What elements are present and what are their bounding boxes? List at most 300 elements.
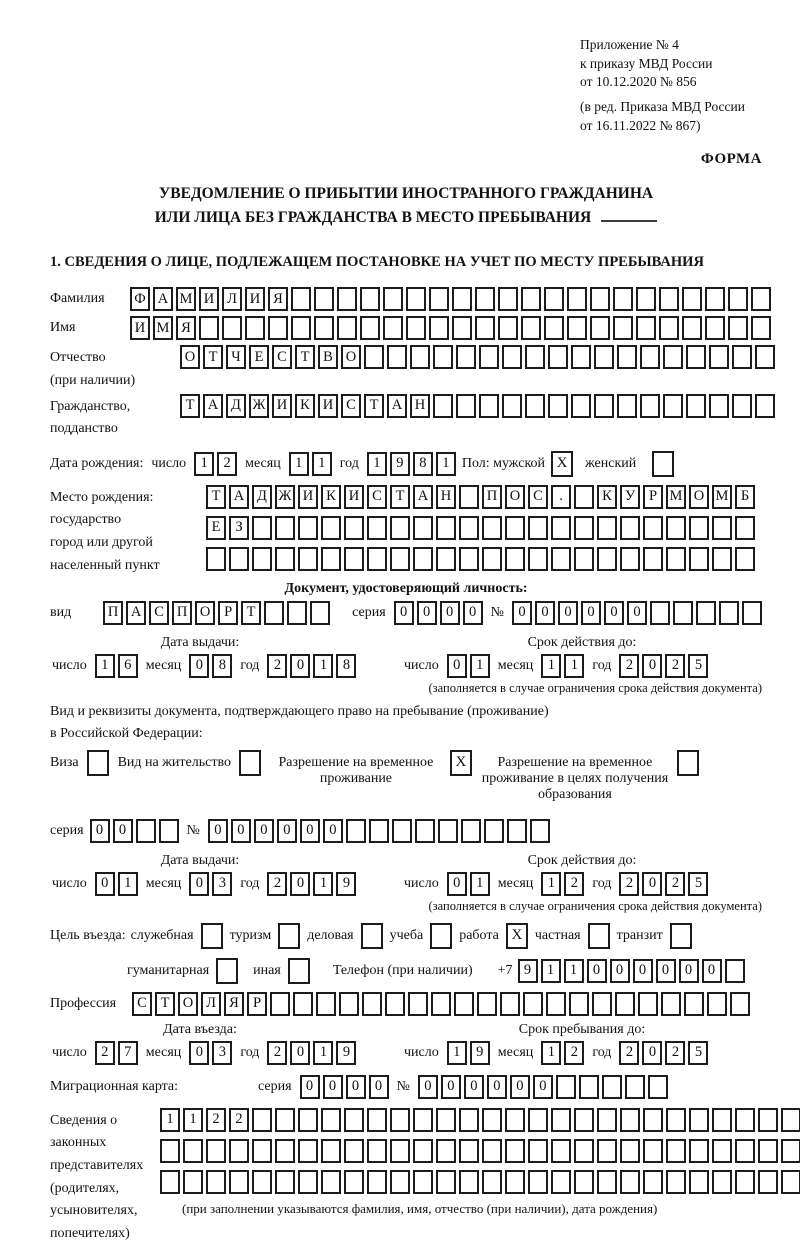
char-box[interactable] (310, 601, 330, 625)
char-box[interactable] (620, 1108, 640, 1132)
char-box[interactable]: О (505, 485, 525, 509)
char-box[interactable] (406, 316, 426, 340)
char-box[interactable]: И (199, 287, 219, 311)
char-box[interactable] (459, 485, 479, 509)
char-box[interactable] (544, 316, 564, 340)
char-box[interactable]: 0 (290, 654, 310, 678)
char-box[interactable]: 1 (541, 654, 561, 678)
char-box[interactable] (525, 394, 545, 418)
char-box[interactable]: 0 (323, 1075, 343, 1099)
char-box[interactable]: 1 (194, 452, 214, 476)
char-box[interactable] (392, 819, 412, 843)
char-box[interactable]: 1 (436, 452, 456, 476)
purpose-study-checkbox[interactable] (430, 923, 452, 949)
char-box[interactable]: 1 (312, 452, 332, 476)
char-box[interactable] (344, 1139, 364, 1163)
char-box[interactable]: 9 (336, 872, 356, 896)
char-box[interactable] (521, 316, 541, 340)
char-box[interactable] (433, 394, 453, 418)
temp-residence-checkbox[interactable]: X (450, 750, 472, 776)
char-box[interactable] (413, 547, 433, 571)
char-box[interactable] (551, 1170, 571, 1194)
char-box[interactable] (666, 547, 686, 571)
char-box[interactable] (682, 287, 702, 311)
char-box[interactable]: Т (203, 345, 223, 369)
char-box[interactable] (735, 516, 755, 540)
char-box[interactable]: О (341, 345, 361, 369)
char-box[interactable] (571, 394, 591, 418)
char-box[interactable] (367, 547, 387, 571)
char-box[interactable] (574, 547, 594, 571)
char-box[interactable] (682, 316, 702, 340)
char-box[interactable]: 1 (183, 1108, 203, 1132)
char-box[interactable]: 0 (300, 819, 320, 843)
char-box[interactable]: 0 (610, 959, 630, 983)
char-box[interactable] (268, 316, 288, 340)
char-box[interactable] (521, 287, 541, 311)
char-box[interactable]: Я (176, 316, 196, 340)
char-box[interactable] (597, 516, 617, 540)
char-box[interactable] (298, 516, 318, 540)
char-box[interactable] (229, 1170, 249, 1194)
char-box[interactable]: И (318, 394, 338, 418)
char-box[interactable]: 0 (558, 601, 578, 625)
char-box[interactable] (321, 1139, 341, 1163)
temp-residence-education-checkbox[interactable] (677, 750, 699, 776)
char-box[interactable] (732, 345, 752, 369)
char-box[interactable]: 0 (418, 1075, 438, 1099)
char-box[interactable]: 3 (212, 872, 232, 896)
purpose-business-checkbox[interactable] (361, 923, 383, 949)
char-box[interactable] (735, 1170, 755, 1194)
char-box[interactable]: Т (390, 485, 410, 509)
char-box[interactable] (415, 819, 435, 843)
char-box[interactable] (755, 345, 775, 369)
char-box[interactable]: 2 (95, 1041, 115, 1065)
char-box[interactable] (663, 394, 683, 418)
char-box[interactable] (387, 345, 407, 369)
char-box[interactable]: И (130, 316, 150, 340)
char-box[interactable]: 1 (313, 1041, 333, 1065)
char-box[interactable] (732, 394, 752, 418)
char-box[interactable]: 9 (470, 1041, 490, 1065)
char-box[interactable]: 5 (688, 654, 708, 678)
char-box[interactable]: 0 (702, 959, 722, 983)
char-box[interactable] (199, 316, 219, 340)
char-box[interactable] (344, 516, 364, 540)
char-box[interactable]: 2 (267, 872, 287, 896)
char-box[interactable] (482, 1108, 502, 1132)
char-box[interactable]: 0 (642, 654, 662, 678)
char-box[interactable] (590, 287, 610, 311)
char-box[interactable] (316, 992, 336, 1016)
char-box[interactable]: 0 (417, 601, 437, 625)
char-box[interactable] (659, 287, 679, 311)
char-box[interactable] (245, 316, 265, 340)
char-box[interactable]: 1 (118, 872, 138, 896)
char-box[interactable] (650, 601, 670, 625)
char-box[interactable]: 1 (564, 654, 584, 678)
char-box[interactable] (275, 1108, 295, 1132)
char-box[interactable] (735, 1108, 755, 1132)
char-box[interactable] (666, 1139, 686, 1163)
char-box[interactable]: 2 (267, 1041, 287, 1065)
char-box[interactable]: Т (155, 992, 175, 1016)
char-box[interactable]: 2 (564, 872, 584, 896)
char-box[interactable] (367, 1170, 387, 1194)
char-box[interactable]: 0 (535, 601, 555, 625)
char-box[interactable]: 2 (665, 654, 685, 678)
char-box[interactable] (406, 287, 426, 311)
char-box[interactable]: А (203, 394, 223, 418)
char-box[interactable]: 0 (604, 601, 624, 625)
char-box[interactable] (666, 1108, 686, 1132)
char-box[interactable]: О (180, 345, 200, 369)
char-box[interactable] (574, 516, 594, 540)
char-box[interactable] (433, 345, 453, 369)
char-box[interactable] (597, 1170, 617, 1194)
char-box[interactable]: 0 (290, 872, 310, 896)
char-box[interactable] (314, 316, 334, 340)
char-box[interactable]: 5 (688, 1041, 708, 1065)
char-box[interactable] (438, 819, 458, 843)
char-box[interactable]: А (413, 485, 433, 509)
char-box[interactable] (705, 287, 725, 311)
purpose-transit-checkbox[interactable] (670, 923, 692, 949)
char-box[interactable] (413, 1108, 433, 1132)
char-box[interactable] (507, 819, 527, 843)
char-box[interactable] (528, 1108, 548, 1132)
char-box[interactable] (525, 345, 545, 369)
char-box[interactable] (686, 394, 706, 418)
char-box[interactable] (758, 1139, 778, 1163)
char-box[interactable]: К (295, 394, 315, 418)
char-box[interactable]: 0 (463, 601, 483, 625)
purpose-humanitarian-checkbox[interactable] (216, 958, 238, 984)
char-box[interactable] (528, 516, 548, 540)
char-box[interactable] (459, 516, 479, 540)
char-box[interactable] (484, 819, 504, 843)
char-box[interactable]: О (689, 485, 709, 509)
char-box[interactable] (709, 345, 729, 369)
char-box[interactable] (751, 316, 771, 340)
char-box[interactable] (475, 316, 495, 340)
sex-male-checkbox[interactable]: X (551, 451, 573, 477)
char-box[interactable]: 1 (447, 1041, 467, 1065)
char-box[interactable]: Т (295, 345, 315, 369)
char-box[interactable]: С (272, 345, 292, 369)
char-box[interactable] (643, 1108, 663, 1132)
char-box[interactable] (459, 1108, 479, 1132)
char-box[interactable] (222, 316, 242, 340)
char-box[interactable] (689, 516, 709, 540)
char-box[interactable] (546, 992, 566, 1016)
char-box[interactable]: 9 (518, 959, 538, 983)
char-box[interactable]: Т (241, 601, 261, 625)
char-box[interactable]: Т (364, 394, 384, 418)
char-box[interactable]: А (387, 394, 407, 418)
char-box[interactable]: Н (436, 485, 456, 509)
char-box[interactable]: 0 (290, 1041, 310, 1065)
char-box[interactable] (500, 992, 520, 1016)
char-box[interactable] (567, 316, 587, 340)
char-box[interactable] (413, 1170, 433, 1194)
char-box[interactable]: Т (180, 394, 200, 418)
char-box[interactable] (454, 992, 474, 1016)
char-box[interactable]: 8 (212, 654, 232, 678)
char-box[interactable]: О (195, 601, 215, 625)
char-box[interactable]: М (666, 485, 686, 509)
char-box[interactable]: Ч (226, 345, 246, 369)
char-box[interactable] (730, 992, 750, 1016)
char-box[interactable] (390, 516, 410, 540)
char-box[interactable] (567, 287, 587, 311)
char-box[interactable] (431, 992, 451, 1016)
char-box[interactable] (429, 287, 449, 311)
char-box[interactable]: Л (201, 992, 221, 1016)
char-box[interactable] (206, 547, 226, 571)
char-box[interactable]: С (341, 394, 361, 418)
char-box[interactable] (556, 1075, 576, 1099)
char-box[interactable] (613, 287, 633, 311)
char-box[interactable]: 0 (231, 819, 251, 843)
char-box[interactable] (638, 992, 658, 1016)
char-box[interactable]: У (620, 485, 640, 509)
char-box[interactable] (479, 394, 499, 418)
char-box[interactable] (569, 992, 589, 1016)
char-box[interactable] (712, 547, 732, 571)
char-box[interactable] (482, 1170, 502, 1194)
char-box[interactable] (523, 992, 543, 1016)
char-box[interactable] (620, 547, 640, 571)
char-box[interactable]: М (712, 485, 732, 509)
char-box[interactable] (684, 992, 704, 1016)
char-box[interactable] (298, 1108, 318, 1132)
char-box[interactable] (755, 394, 775, 418)
char-box[interactable] (344, 547, 364, 571)
char-box[interactable] (735, 1139, 755, 1163)
char-box[interactable] (275, 547, 295, 571)
char-box[interactable] (482, 547, 502, 571)
char-box[interactable] (385, 992, 405, 1016)
char-box[interactable] (505, 516, 525, 540)
char-box[interactable] (666, 1170, 686, 1194)
char-box[interactable]: А (229, 485, 249, 509)
char-box[interactable] (502, 345, 522, 369)
char-box[interactable]: Д (226, 394, 246, 418)
char-box[interactable] (551, 1139, 571, 1163)
char-box[interactable] (337, 287, 357, 311)
char-box[interactable]: 1 (541, 872, 561, 896)
char-box[interactable]: 0 (633, 959, 653, 983)
char-box[interactable] (643, 1170, 663, 1194)
char-box[interactable]: 2 (229, 1108, 249, 1132)
char-box[interactable] (617, 394, 637, 418)
char-box[interactable]: П (103, 601, 123, 625)
char-box[interactable] (482, 1139, 502, 1163)
char-box[interactable] (712, 1139, 732, 1163)
char-box[interactable]: 2 (619, 654, 639, 678)
char-box[interactable] (436, 1139, 456, 1163)
char-box[interactable]: 2 (619, 872, 639, 896)
char-box[interactable]: 8 (336, 654, 356, 678)
char-box[interactable] (344, 1170, 364, 1194)
char-box[interactable]: 2 (564, 1041, 584, 1065)
char-box[interactable] (160, 1139, 180, 1163)
char-box[interactable]: Т (206, 485, 226, 509)
char-box[interactable]: 1 (313, 654, 333, 678)
char-box[interactable] (594, 394, 614, 418)
char-box[interactable]: 0 (208, 819, 228, 843)
char-box[interactable] (229, 547, 249, 571)
char-box[interactable] (362, 992, 382, 1016)
purpose-work-checkbox[interactable]: X (506, 923, 528, 949)
char-box[interactable]: 0 (189, 872, 209, 896)
char-box[interactable] (321, 547, 341, 571)
char-box[interactable] (528, 1139, 548, 1163)
char-box[interactable] (498, 287, 518, 311)
char-box[interactable]: 0 (642, 872, 662, 896)
char-box[interactable] (321, 1108, 341, 1132)
char-box[interactable] (781, 1170, 800, 1194)
char-box[interactable] (709, 394, 729, 418)
char-box[interactable]: 0 (447, 654, 467, 678)
char-box[interactable]: 1 (541, 1041, 561, 1065)
char-box[interactable]: И (298, 485, 318, 509)
char-box[interactable] (505, 1108, 525, 1132)
char-box[interactable]: 0 (487, 1075, 507, 1099)
char-box[interactable]: И (272, 394, 292, 418)
char-box[interactable] (477, 992, 497, 1016)
char-box[interactable]: 1 (160, 1108, 180, 1132)
char-box[interactable] (613, 316, 633, 340)
char-box[interactable]: Р (218, 601, 238, 625)
char-box[interactable] (602, 1075, 622, 1099)
char-box[interactable] (344, 1108, 364, 1132)
char-box[interactable]: М (176, 287, 196, 311)
char-box[interactable] (758, 1170, 778, 1194)
char-box[interactable] (436, 516, 456, 540)
char-box[interactable] (459, 547, 479, 571)
char-box[interactable]: 0 (512, 601, 532, 625)
char-box[interactable] (436, 1170, 456, 1194)
char-box[interactable] (597, 1139, 617, 1163)
char-box[interactable] (551, 1108, 571, 1132)
char-box[interactable] (643, 516, 663, 540)
char-box[interactable] (689, 547, 709, 571)
char-box[interactable]: 0 (510, 1075, 530, 1099)
char-box[interactable] (705, 316, 725, 340)
char-box[interactable] (390, 1170, 410, 1194)
char-box[interactable] (574, 1139, 594, 1163)
char-box[interactable] (383, 316, 403, 340)
char-box[interactable] (252, 1170, 272, 1194)
char-box[interactable]: И (245, 287, 265, 311)
char-box[interactable] (252, 516, 272, 540)
char-box[interactable] (620, 1139, 640, 1163)
char-box[interactable] (275, 516, 295, 540)
purpose-official-checkbox[interactable] (201, 923, 223, 949)
char-box[interactable] (689, 1139, 709, 1163)
char-box[interactable] (712, 1170, 732, 1194)
char-box[interactable] (663, 345, 683, 369)
char-box[interactable] (314, 287, 334, 311)
char-box[interactable] (264, 601, 284, 625)
char-box[interactable]: 0 (346, 1075, 366, 1099)
char-box[interactable] (689, 1170, 709, 1194)
char-box[interactable] (666, 516, 686, 540)
char-box[interactable] (696, 601, 716, 625)
char-box[interactable] (781, 1108, 800, 1132)
char-box[interactable]: Л (222, 287, 242, 311)
char-box[interactable]: 1 (564, 959, 584, 983)
char-box[interactable] (712, 516, 732, 540)
char-box[interactable] (390, 1108, 410, 1132)
visa-checkbox[interactable] (87, 750, 109, 776)
char-box[interactable]: 0 (679, 959, 699, 983)
char-box[interactable] (579, 1075, 599, 1099)
char-box[interactable] (640, 345, 660, 369)
char-box[interactable] (636, 316, 656, 340)
char-box[interactable] (429, 316, 449, 340)
char-box[interactable] (206, 1139, 226, 1163)
char-box[interactable]: 1 (470, 654, 490, 678)
char-box[interactable] (436, 547, 456, 571)
char-box[interactable] (597, 1108, 617, 1132)
char-box[interactable]: 0 (656, 959, 676, 983)
char-box[interactable]: 2 (619, 1041, 639, 1065)
char-box[interactable] (751, 287, 771, 311)
char-box[interactable] (452, 287, 472, 311)
char-box[interactable] (594, 345, 614, 369)
char-box[interactable] (160, 1170, 180, 1194)
char-box[interactable] (360, 287, 380, 311)
char-box[interactable] (659, 316, 679, 340)
char-box[interactable] (530, 819, 550, 843)
char-box[interactable]: 3 (212, 1041, 232, 1065)
purpose-private-checkbox[interactable] (588, 923, 610, 949)
char-box[interactable]: Р (247, 992, 267, 1016)
char-box[interactable] (571, 345, 591, 369)
char-box[interactable] (360, 316, 380, 340)
char-box[interactable] (548, 345, 568, 369)
char-box[interactable]: К (597, 485, 617, 509)
char-box[interactable] (781, 1139, 800, 1163)
char-box[interactable]: Ж (275, 485, 295, 509)
char-box[interactable] (661, 992, 681, 1016)
char-box[interactable]: 0 (300, 1075, 320, 1099)
char-box[interactable]: 0 (189, 654, 209, 678)
char-box[interactable]: Я (224, 992, 244, 1016)
char-box[interactable]: 0 (113, 819, 133, 843)
char-box[interactable]: О (178, 992, 198, 1016)
char-box[interactable] (298, 1139, 318, 1163)
char-box[interactable]: 1 (470, 872, 490, 896)
char-box[interactable] (252, 1139, 272, 1163)
char-box[interactable]: 9 (336, 1041, 356, 1065)
char-box[interactable]: Ф (130, 287, 150, 311)
char-box[interactable] (686, 345, 706, 369)
char-box[interactable]: Е (249, 345, 269, 369)
char-box[interactable] (528, 1170, 548, 1194)
char-box[interactable] (461, 819, 481, 843)
char-box[interactable]: 9 (390, 452, 410, 476)
char-box[interactable] (479, 345, 499, 369)
char-box[interactable] (364, 345, 384, 369)
char-box[interactable]: 0 (533, 1075, 553, 1099)
char-box[interactable] (551, 547, 571, 571)
char-box[interactable] (383, 287, 403, 311)
